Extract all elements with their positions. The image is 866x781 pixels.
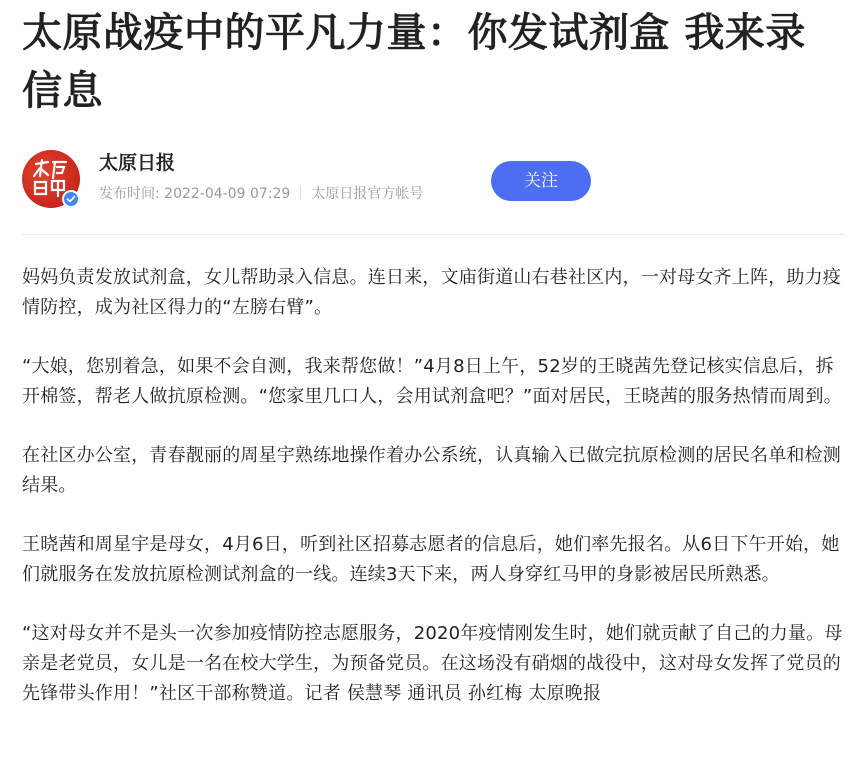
article [22,0,844,738]
follow-button[interactable]: 关注 [491,161,591,201]
paragraph: 在社区办公室，青春靓丽的周星宇熟练地操作着办公系统，认真输入已做完抗原检测的居民名单和检测结果。 [22,445,841,496]
paragraph: “大娘，您别着急，如果不会自测，我来帮您做！”4月8日上午，52岁的王晓茜先登记核实信息后，拆开棉签，帮老人做抗原检测。“您家里几口人，会用试剂盒吧？”面对居民，王晓茜的服务热情而周到。 [22,356,842,407]
verified-badge-icon [62,190,80,208]
publish-meta [99,184,423,204]
article-body [22,263,844,709]
author-name[interactable]: 太原日报 [99,152,176,174]
paragraph: 王晓茜和周星宇是母女，4月6日，听到社区招募志愿者的信息后，她们率先报名。从6日下午开始，她们就服务在发放抗原检测试剂盒的一线。连续3天下来，两人身穿红马甲的身影被居民所熟悉。 [22,534,840,585]
author-avatar[interactable] [22,150,80,208]
account-type: 太原日报官方帐号 [311,186,424,202]
article-title: 太原战疫中的平凡力量：你发试剂盒 我来录信息 [22,10,806,114]
paragraph: 妈妈负责发放试剂盒，女儿帮助录入信息。连日来，文庙街道山右巷社区内，一对母女齐上阵，助力疫情防控，成为社区得力的“左膀右臂”。 [22,267,841,318]
meta-divider [300,186,301,200]
publish-time: 发布时间: 2022-04-09 07:29 [99,186,291,202]
paragraph: “这对母女并不是头一次参加疫情防控志愿服务，2020年疫情刚发生时，她们就贡献了自己的力量。母亲是老党员，女儿是一名在校大学生，为预备党员。在这场没有硝烟的战役中，这对母女发挥了党员的先锋带头作用！”社区干部称赞道。记者 侯慧琴 通讯员 孙红梅 太原晚报 [22,623,843,704]
author-bar [22,150,844,235]
